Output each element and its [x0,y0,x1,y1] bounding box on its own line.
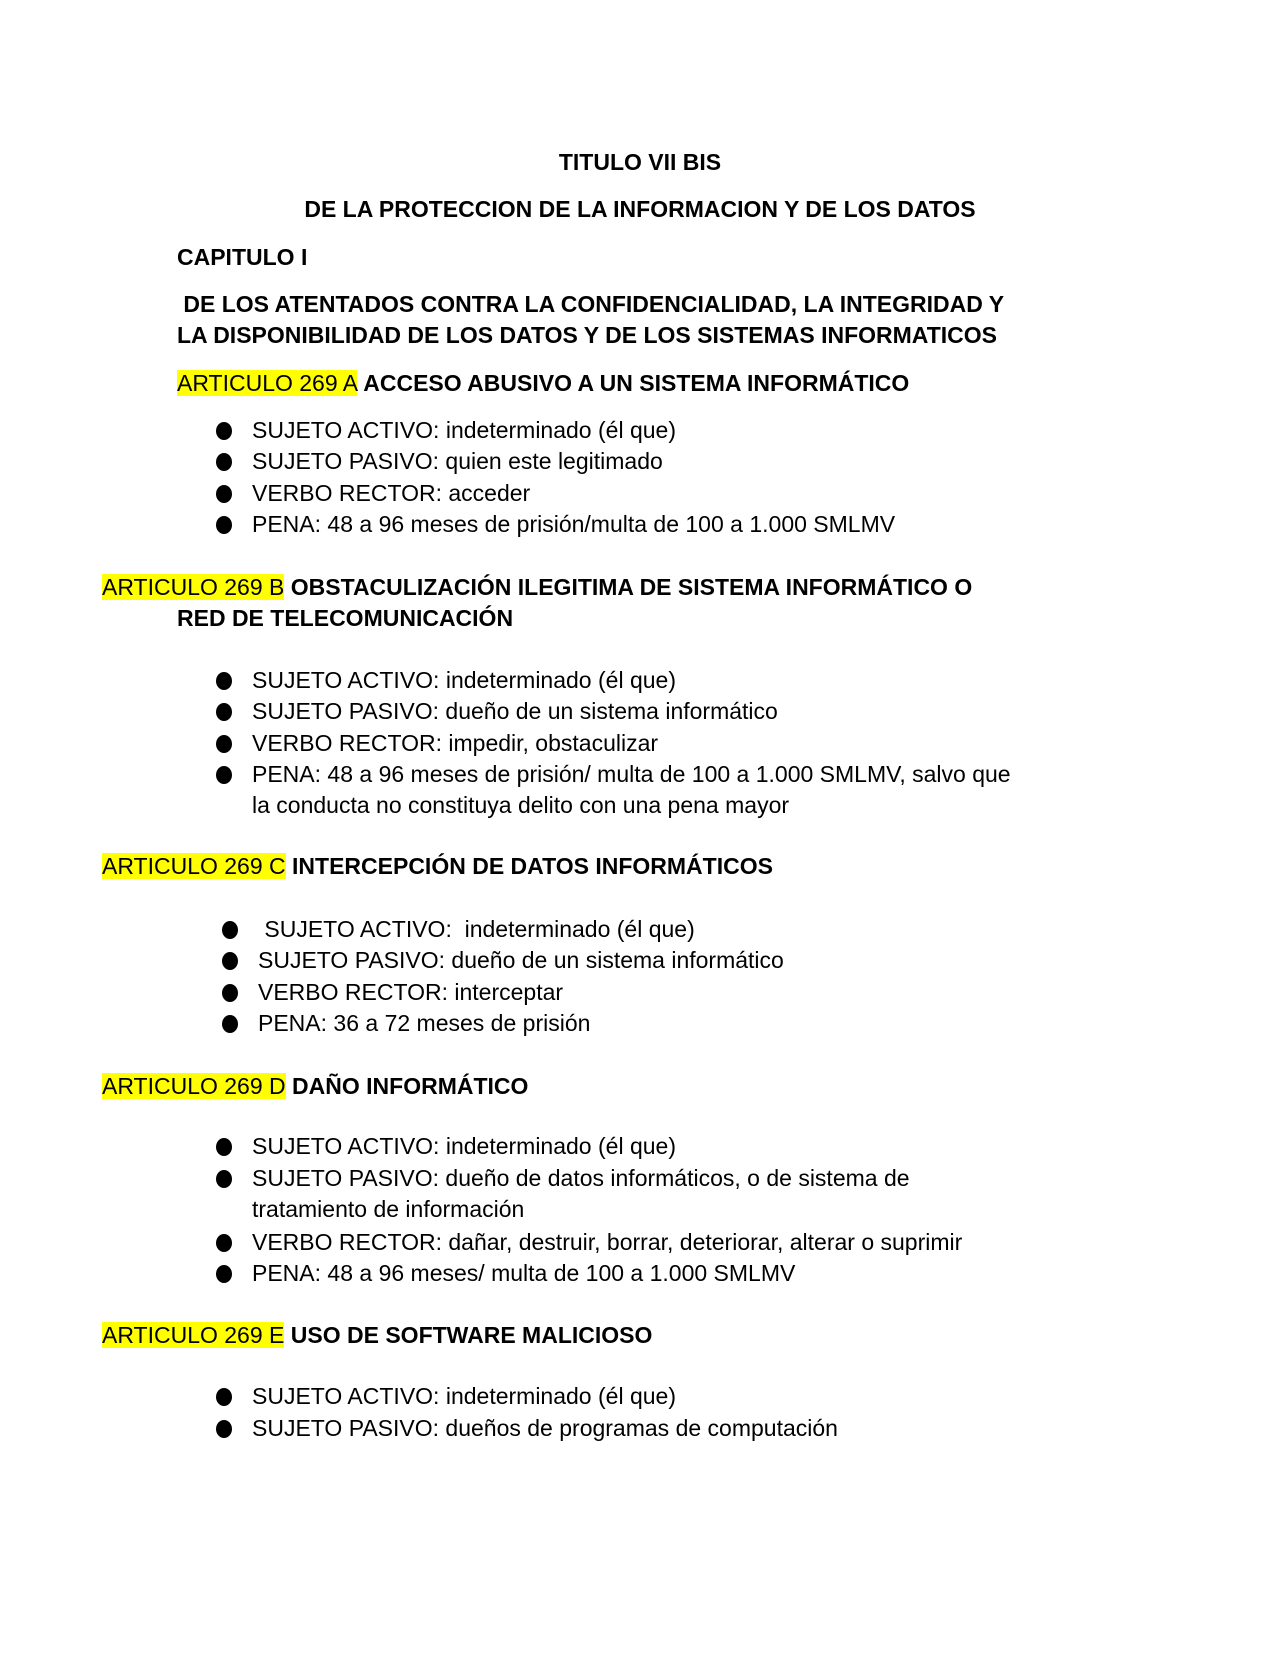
article-heading [177,368,909,399]
chapter-title-line1: DE LOS ATENTADOS CONTRA LA CONFIDENCIALIDAD, LA INTEGRIDAD Y [177,291,1005,317]
chapter-title-line2: LA DISPONIBILIDAD DE LOS DATOS Y DE LOS SISTEMAS INFORMATICOS [177,322,997,348]
bullet-icon [216,422,232,440]
list-item: VERBO RECTOR: impedir, obstaculizar [252,730,659,756]
bullet-icon [222,1015,238,1033]
list-item: PENA: 48 a 96 meses de prisión/ multa de 100 a 1.000 SMLMV, salvo que [252,761,1011,787]
bullet-icon [216,485,232,503]
list-item: PENA: 36 a 72 meses de prisión [258,1010,591,1036]
list-item: PENA: 48 a 96 meses de prisión/multa de 100 a 1.000 SMLMV [252,511,896,537]
bullet-icon [216,735,232,753]
list-item: SUJETO PASIVO: dueño de datos informáticos, o de sistema de [252,1165,910,1191]
bullet-icon [216,453,232,471]
list-item: SUJETO ACTIVO: indeterminado (él que) [252,667,676,693]
list-item: SUJETO PASIVO: dueño de un sistema informático [252,698,778,724]
article-title: ACCESO ABUSIVO A UN SISTEMA INFORMÁTICO [363,370,910,396]
article-heading [102,1320,652,1351]
title: TITULO VII BIS [558,149,722,175]
bullet-icon [222,921,238,939]
article-label: ARTICULO 269 A [177,370,357,396]
list-item-continuation: la conducta no constituya delito con una pena mayor [252,792,790,818]
bullet-icon [216,1420,232,1438]
list-item: VERBO RECTOR: dañar, destruir, borrar, deteriorar, alterar o suprimir [252,1229,963,1255]
bullet-icon [222,984,238,1002]
article-label: ARTICULO 269 C [102,853,286,879]
bullet-icon [216,766,232,784]
list-item: PENA: 48 a 96 meses/ multa de 100 a 1.000 SMLMV [252,1260,796,1286]
article-title: USO DE SOFTWARE MALICIOSO [290,1322,653,1348]
bullet-icon [216,1265,232,1283]
bullet-icon [216,516,232,534]
list-item: SUJETO ACTIVO: indeterminado (él que) [252,1133,676,1159]
article-title: DAÑO INFORMÁTICO [292,1073,529,1099]
article-title-line2: RED DE TELECOMUNICACIÓN [177,605,514,631]
article-title: INTERCEPCIÓN DE DATOS INFORMÁTICOS [292,853,773,879]
bullet-icon [216,1170,232,1188]
bullet-icon [216,703,232,721]
list-item: SUJETO ACTIVO: indeterminado (él que) [258,916,695,942]
list-item: SUJETO PASIVO: quien este legitimado [252,448,663,474]
list-item-continuation: tratamiento de información [252,1196,525,1222]
list-item: VERBO RECTOR: acceder [252,480,531,506]
list-item: SUJETO PASIVO: dueños de programas de computación [252,1415,838,1441]
bullet-icon [216,1388,232,1406]
subtitle: DE LA PROTECCION DE LA INFORMACION Y DE LOS DATOS [304,196,976,222]
article-heading [102,572,972,603]
article-heading [102,1071,528,1102]
list-item: SUJETO PASIVO: dueño de un sistema informático [258,947,784,973]
article-label: ARTICULO 269 D [102,1073,286,1099]
article-label: ARTICULO 269 E [102,1322,285,1348]
list-item: VERBO RECTOR: interceptar [258,979,564,1005]
article-label: ARTICULO 269 B [102,574,285,600]
bullet-icon [216,1138,232,1156]
list-item: SUJETO ACTIVO: indeterminado (él que) [252,417,676,443]
bullet-icon [216,1234,232,1252]
list-item: SUJETO ACTIVO: indeterminado (él que) [252,1383,676,1409]
bullet-icon [222,952,238,970]
bullet-icon [216,672,232,690]
article-title: OBSTACULIZACIÓN ILEGITIMA DE SISTEMA INFORMÁTICO O [290,574,973,600]
article-heading [102,851,773,882]
chapter-heading: CAPITULO I [177,244,308,270]
